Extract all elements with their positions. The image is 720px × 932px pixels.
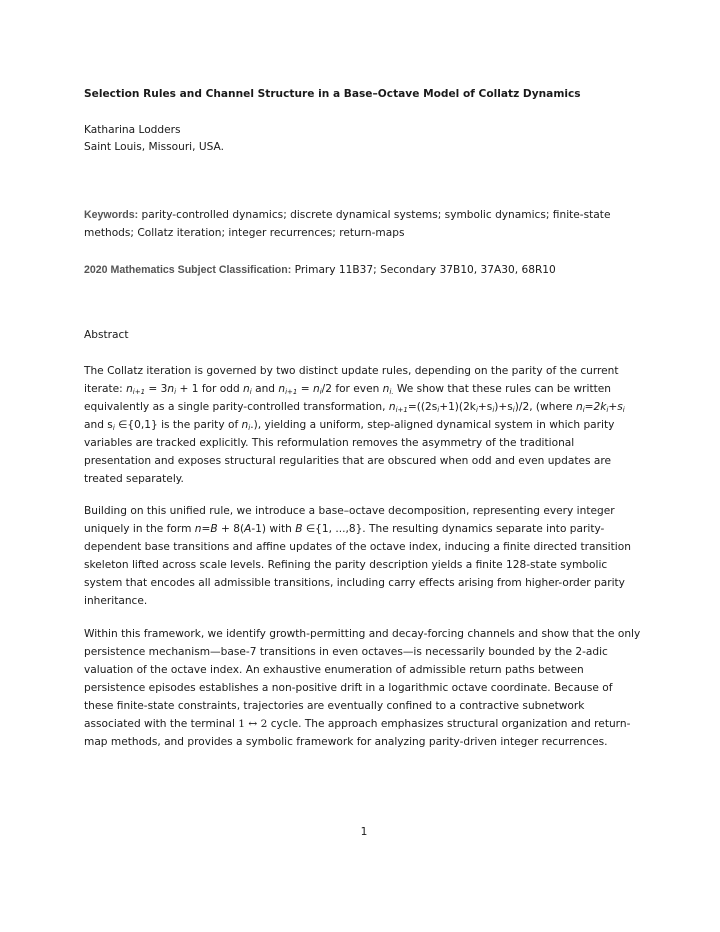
paper-title: Selection Rules and Channel Structure in a Base–Octave Model of Collatz Dynamics: [84, 88, 581, 100]
math-var: A: [244, 523, 252, 535]
msc-classification: [84, 261, 644, 279]
math-var: n: [167, 383, 175, 395]
math-sub: i: [249, 388, 252, 396]
math-sub: i+1: [132, 388, 146, 396]
text-run: ∈{1, ...,8}. The resulting dynamics separate into parity-dependent base transitions and affine updates of the octave index, inducing a finite directed transition skeleton lifted across scale levels. Refining the parity description yields a finite 128-state symbolic system that encodes all admissible transitions, including carry effects arising from higher-order parity inheritance.: [84, 523, 631, 607]
text-run: Building on this unified rule, we introduce a base–octave decomposition, representing every integer uniquely in the form: [84, 505, 615, 535]
text-run: .), yielding a uniform, step-aligned dynamical system in which parity variables are tracked explicitly. This reformulation removes the asymmetry of the traditional presentation and exposes structural regularities that are obscured when odd and even updates are treated separately.: [84, 419, 615, 485]
math-text: = 3: [145, 383, 168, 395]
keywords-block: [84, 206, 644, 242]
math-var: n: [278, 383, 286, 395]
author-name: Katharina Lodders: [84, 124, 181, 136]
author-block: [84, 122, 224, 156]
math-var: n: [126, 383, 133, 395]
abstract-paragraph-3: [84, 625, 644, 751]
msc-label: 2020 Mathematics Subject Classification:: [84, 264, 292, 276]
formula-cycle: 1 ↔ 2: [238, 718, 268, 730]
formula-decomposition: [576, 401, 625, 413]
text-run: and: [251, 383, 279, 395]
author-affiliation: Saint Louis, Missouri, USA.: [84, 141, 224, 153]
math-text: + 1 for odd: [176, 383, 244, 395]
keywords-label: Keywords:: [84, 209, 139, 221]
text-run: and s: [84, 419, 113, 431]
math-sub: i: [606, 406, 609, 414]
math-sub: i+1: [395, 406, 408, 414]
math-var: B: [295, 523, 303, 535]
math-var: n: [382, 383, 390, 395]
math-var: n: [243, 383, 250, 395]
text-run: ∈{0,1} is the parity of: [114, 419, 242, 431]
formula-unified-rule: [389, 401, 576, 413]
math-text: )/2, (where: [514, 401, 576, 413]
math-sub: i: [622, 406, 625, 414]
math-text: =2k: [584, 401, 607, 413]
math-text: )+s: [494, 401, 513, 413]
math-var: n: [313, 383, 320, 395]
formula-even-rule: [278, 383, 393, 395]
math-text: /2 for even: [321, 383, 383, 395]
text-run: We show that these rules can be written equivalently as a single parity-controlled transformation,: [84, 383, 612, 413]
math-sub: i: [248, 424, 251, 432]
math-text: =: [297, 383, 313, 395]
math-sub: i: [174, 388, 177, 396]
math-text: =((2s: [407, 401, 438, 413]
math-text: +1)(2k: [439, 401, 476, 413]
math-var: n: [388, 401, 396, 413]
page-number: 1: [360, 826, 368, 838]
math-sub: i: [319, 388, 322, 396]
keywords-text: parity-controlled dynamics; discrete dynamical systems; symbolic dynamics; finite-state methods; Collatz iteration; integer recurrences; return-maps: [84, 209, 611, 239]
math-sub: i: [582, 406, 585, 414]
math-sub: i+1: [285, 388, 298, 396]
text-run: Within this framework, we identify growth-permitting and decay-forcing channels and show that the only persistence mechanism—base-7 transitions in even octaves—is necessarily bounded by the 2-adic valuation of the octave index. An exhaustive enumeration of admissible return paths between persistence episodes establishes a non-positive drift in a logarithmic octave coordinate. Because of these finite-state constraints, trajectories are eventually confined to a contractive subnetwork associated with the terminal: [84, 628, 641, 730]
text-run: The Collatz iteration is governed by two distinct update rules, depending on the parity of the current iterate:: [84, 365, 619, 395]
math-sub: i: [475, 406, 478, 414]
abstract-paragraph-2: [84, 502, 644, 610]
math-sub: i.: [389, 388, 394, 396]
formula-odd-rule: [126, 383, 252, 395]
text-run: -1) with: [251, 523, 296, 535]
math-sub: i: [437, 406, 440, 414]
math-sub: i: [492, 406, 495, 414]
math-var: n: [241, 419, 249, 431]
math-sub: i: [512, 406, 515, 414]
math-var: n: [575, 401, 583, 413]
math-text: +s: [477, 401, 493, 413]
math-sub: i: [112, 424, 115, 432]
math-var: n=B: [194, 523, 218, 535]
math-text: +s: [608, 401, 623, 413]
text-run: cycle. The approach emphasizes structural organization and return-map methods, and provides a symbolic framework for analyzing parity-driven integer recurrences.: [84, 718, 631, 748]
abstract-paragraph-1: [84, 362, 644, 488]
abstract-heading: Abstract: [84, 329, 129, 341]
msc-text: Primary 11B37; Secondary 37B10, 37A30, 68R10: [294, 264, 556, 276]
text-run: + 8(: [217, 523, 245, 535]
